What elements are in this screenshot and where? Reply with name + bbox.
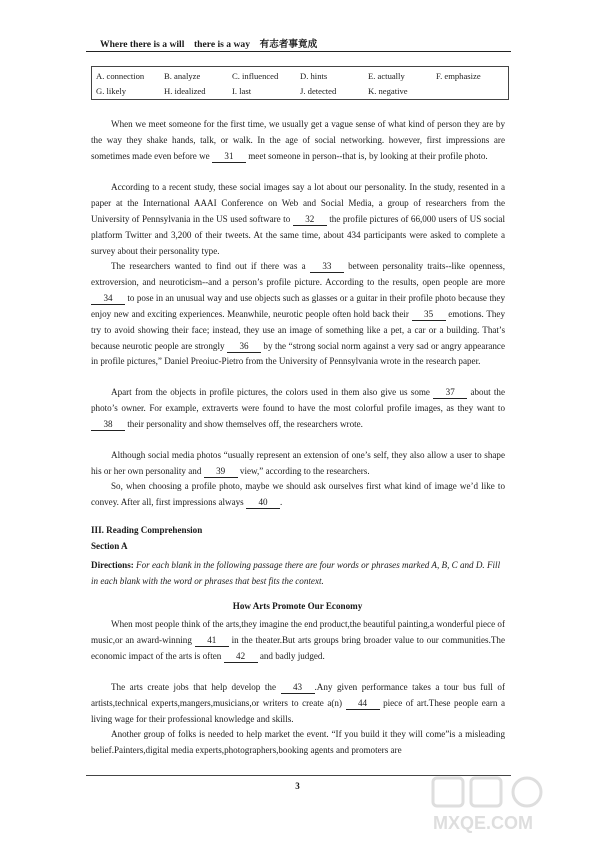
passage-title: How Arts Promote Our Economy bbox=[232, 601, 363, 611]
word-bank-option: A. connection bbox=[96, 71, 145, 81]
section-heading: III. Reading Comprehension bbox=[91, 525, 203, 535]
directions bbox=[91, 558, 505, 589]
blank-31[interactable]: 31 bbox=[212, 151, 246, 163]
word-bank-option: K. negative bbox=[368, 86, 408, 96]
word-bank-option: B. analyze bbox=[164, 71, 201, 81]
passage1-paragraph-6: So, when choosing a profile photo, maybe we should ask ourselves first what kind of image we’d like to convey. After all, first impressions always 40 . bbox=[91, 481, 505, 507]
word-bank-box bbox=[91, 66, 509, 100]
blank-35[interactable]: 35 bbox=[412, 309, 446, 321]
word-bank-option: D. hints bbox=[300, 71, 328, 81]
blank-40[interactable]: 40 bbox=[246, 497, 280, 509]
watermark-text: MXQE.COM bbox=[433, 813, 534, 833]
blank-43[interactable]: 43 bbox=[281, 682, 315, 694]
passage1-paragraph-3: The researchers wanted to find out if there was a 33 between personality traits--like openness, extroversion, and neuroticism--and a person’s profile picture. According to the results, open people are more 34 to pose in an unusual way and use objects such as glasses or a guitar in their profile photo because they enjoy new and exciting experiences. Meanwhile, neurotic people often hold back their 35 emotions. They try to avoid showing their face; instead, they use an image of something like a pet, a car or a building. That’s because neurotic people are strongly 36 by the “strong social norm against a very sad or angry appearance in profile pictures,” Daniel Preoiuc-Pietro from the University of Pennsylvania wrote in the research paper. bbox=[91, 261, 506, 367]
blank-42[interactable]: 42 bbox=[224, 651, 258, 663]
blank-36[interactable]: 36 bbox=[227, 341, 261, 353]
passage1-paragraph-1: When we meet someone for the first time, we usually get a vague sense of what kind of person they are by the way they shake hands, talk, or walk. In the age of social networking. however, first impressions are sometimes made even before we 31 meet someone in person--that is, by looking at their profile photo. bbox=[91, 119, 505, 161]
word-bank-option: H. idealized bbox=[164, 86, 206, 96]
page-header: Where there is a will there is a way 有志者事竟成 bbox=[100, 39, 318, 50]
blank-37[interactable]: 37 bbox=[433, 387, 467, 399]
passage1-paragraph-5: Although social media photos “usually represent an extension of one’s self, they also allow a user to shape his or her own personality and 39 view,” according to the researchers. bbox=[91, 450, 505, 476]
passage1-paragraph-2: According to a recent study, these social images say a lot about our personality. In the study, resented in a paper at the International AAAI Conference on Web and Social Media, a group of researchers from the University of Pennsylvania in the US used software to 32 the profile pictures of 66,000 users of US social platform Twitter and 3,200 of their tweets. At the same time, about 434 participants were asked to complete a survey about their personality type. bbox=[91, 182, 505, 256]
blank-38[interactable]: 38 bbox=[91, 419, 125, 431]
page-number: 3 bbox=[295, 781, 300, 791]
header-rule bbox=[86, 51, 511, 52]
word-bank-option: J. detected bbox=[300, 86, 337, 96]
directions-text: For each blank in the following passage there are four words or phrases marked A, B, C and D. Fill in each blank with the word or phrases that best fits the context. bbox=[91, 560, 501, 586]
blank-41[interactable]: 41 bbox=[195, 635, 229, 647]
word-bank-option: I. last bbox=[232, 86, 252, 96]
blank-32[interactable]: 32 bbox=[293, 214, 327, 226]
passage2-paragraph-1: When most people think of the arts,they imagine the end product,the beautiful painting,a wonderful piece of music,or an award-winning 41 in the theater.But arts groups bring broader value to our communities.The economic impact of the arts is often 42 and badly judged. bbox=[91, 619, 506, 661]
passage2-paragraph-3: Another group of folks is needed to help market the event. “If you build it they will come”is a misleading belief.Painters,digital media experts,photographers,booking agents and promoters are bbox=[91, 729, 505, 755]
word-bank-option: E. actually bbox=[368, 71, 405, 81]
blank-34[interactable]: 34 bbox=[91, 293, 125, 305]
section-subheading: Section A bbox=[91, 541, 128, 551]
watermark-logo bbox=[427, 774, 577, 834]
word-bank-option: F. emphasize bbox=[436, 71, 481, 81]
blank-44[interactable]: 44 bbox=[346, 698, 380, 710]
blank-39[interactable]: 39 bbox=[204, 466, 238, 478]
passage2-paragraph-2: The arts create jobs that help develop the 43 .Any given performance takes a tour bus full of artists,technical experts,mangers,musicians,or writers to create a(n) 44 piece of art.These people earn a living wage for their professional knowledge and skills. bbox=[91, 682, 506, 724]
directions-label: Directions: bbox=[91, 560, 134, 570]
word-bank-option: C. influenced bbox=[232, 71, 279, 81]
passage1-paragraph-4: Apart from the objects in profile pictures, the colors used in them also give us some 37 about the photo’s owner. For example, extraverts were found to have the most colorful profile images, as they want to 38 their personality and show themselves off, the researchers wrote. bbox=[91, 387, 505, 429]
blank-33[interactable]: 33 bbox=[310, 261, 344, 273]
word-bank-option: G. likely bbox=[96, 86, 127, 96]
